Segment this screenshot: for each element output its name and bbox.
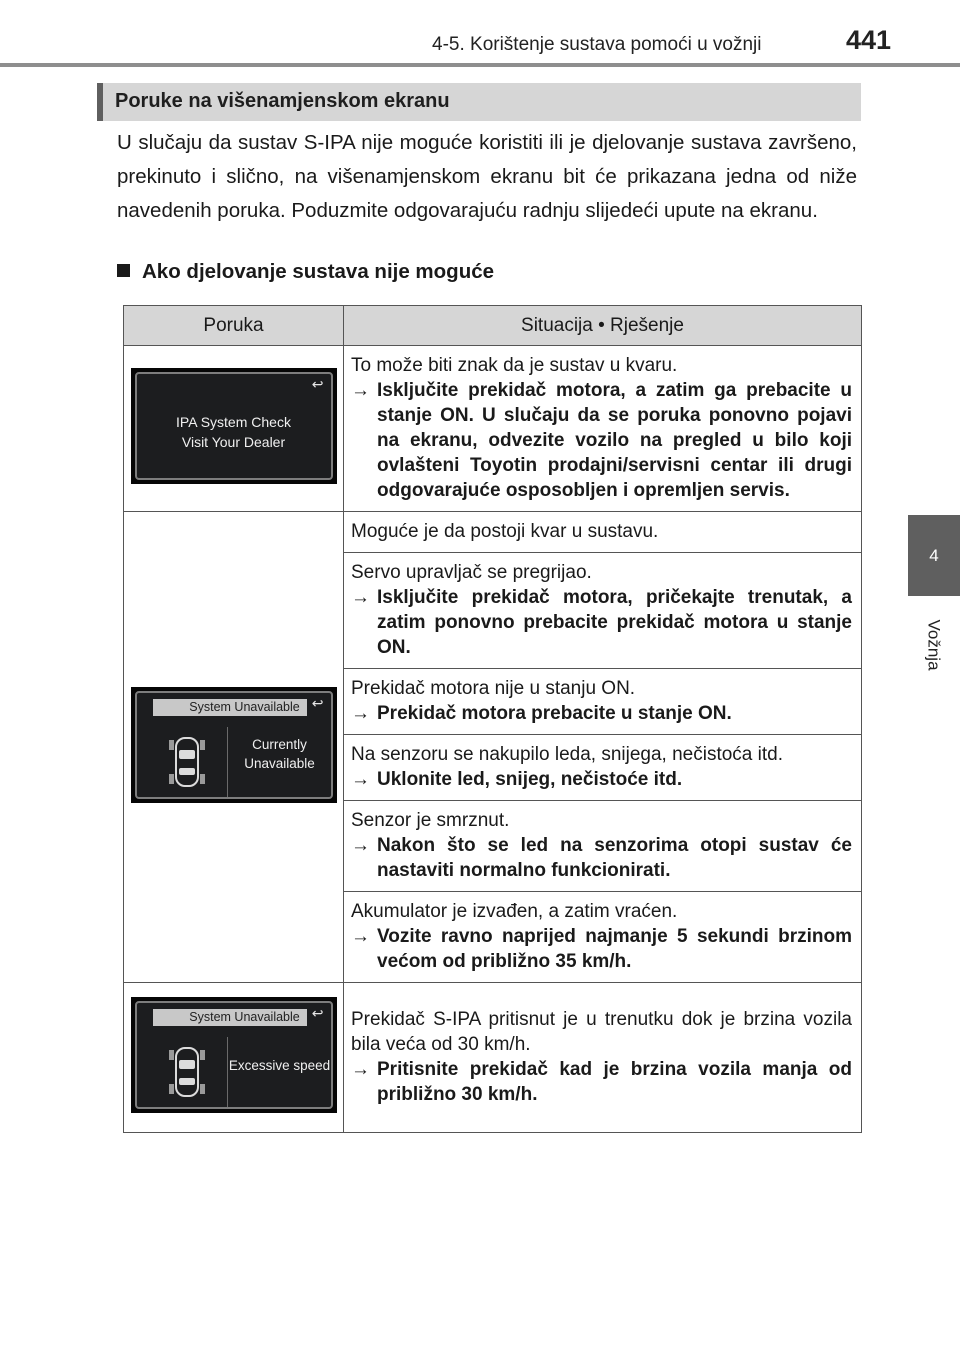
situation-text: Senzor je smrznut. bbox=[351, 810, 510, 831]
message-cell bbox=[124, 983, 344, 1133]
arrow-icon: → bbox=[351, 587, 370, 608]
back-arrow-icon: ↩ bbox=[311, 1005, 324, 1021]
screen-divider bbox=[227, 727, 228, 797]
page-header bbox=[0, 0, 960, 64]
system-unavailable-badge: System Unavailable bbox=[153, 1009, 307, 1026]
situation-cell bbox=[344, 801, 862, 892]
arrow-icon: → bbox=[351, 1059, 370, 1080]
back-arrow-icon: ↩ bbox=[311, 376, 324, 392]
solution-text: → Nakon što se led na senzorima otopi sustav će nastaviti normalno funkcionirati. bbox=[351, 835, 852, 881]
back-arrow-icon: ↩ bbox=[311, 694, 324, 711]
chapter-tab bbox=[908, 515, 960, 596]
solution-text: → Pritisnite prekidač kad je brzina vozila manja od približno 30 km/h. bbox=[351, 1059, 852, 1105]
screen-message-line2: Unavailable bbox=[244, 755, 315, 771]
screen-divider bbox=[227, 1037, 228, 1107]
header-rule bbox=[0, 63, 960, 67]
screen-message-line1: IPA System Check bbox=[176, 414, 291, 430]
situation-cell bbox=[344, 669, 862, 735]
car-top-view-icon bbox=[167, 1045, 207, 1099]
arrow-icon: → bbox=[351, 835, 370, 856]
situation-text: Akumulator je izvađen, a zatim vraćen. bbox=[351, 901, 678, 922]
situation-text: Moguće je da postoji kvar u sustavu. bbox=[351, 521, 659, 542]
situation-text: Na senzoru se nakupilo leda, snijega, nečistoća itd. bbox=[351, 744, 783, 765]
car-top-view-icon bbox=[167, 735, 207, 789]
situation-cell bbox=[344, 553, 862, 669]
system-unavailable-badge: System Unavailable bbox=[153, 699, 307, 716]
message-cell bbox=[124, 512, 344, 983]
intro-paragraph: U slučaju da sustav S-IPA nije moguće koristiti ili je djelovanje sustava završeno, prekinuto i slično, na višenamjenskom ekranu bit će prikazana jedna od niže navedenih poruka. Poduzmite odgovarajuću radnju slijedeći upute na ekranu. bbox=[117, 131, 857, 222]
situation-text: Prekidač S-IPA pritisnut je u trenutku dok je brzina vozila bila veća od 30 km/h. bbox=[351, 1009, 852, 1055]
solution-text: → Prekidač motora prebacite u stanje ON. bbox=[351, 703, 732, 724]
solution-text: → Isključite prekidač motora, pričekajte trenutak, a zatim ponovno prebacite prekidač motora u stanje ON. bbox=[351, 587, 852, 658]
screen-message-line2: Visit Your Dealer bbox=[181, 434, 286, 450]
subheading-text: Ako djelovanje sustava nije moguće bbox=[142, 260, 495, 283]
chapter-number: 4 bbox=[929, 545, 939, 565]
display-screen-currently-unavailable bbox=[131, 687, 337, 803]
message-cell bbox=[124, 346, 344, 512]
solution-text: → Uklonite led, snijeg, nečistoće itd. bbox=[351, 769, 683, 790]
situation-cell bbox=[344, 892, 862, 983]
column-header-situation: Situacija • Rješenje bbox=[344, 306, 862, 346]
column-header-message: Poruka bbox=[124, 306, 344, 346]
screen-message-line1: Currently bbox=[252, 736, 307, 752]
section-heading bbox=[97, 83, 861, 121]
chapter-label bbox=[908, 600, 960, 690]
situation-text: To može biti znak da je sustav u kvaru. bbox=[351, 355, 678, 376]
situation-text: Prekidač motora nije u stanju ON. bbox=[351, 678, 636, 699]
table-header-row bbox=[124, 306, 862, 346]
page-number: 441 bbox=[846, 25, 892, 55]
display-screen-excessive-speed bbox=[131, 997, 337, 1113]
table-row bbox=[124, 346, 862, 512]
arrow-icon: → bbox=[351, 769, 370, 790]
situation-cell bbox=[344, 346, 862, 512]
arrow-icon: → bbox=[351, 703, 370, 724]
subheading bbox=[117, 260, 494, 284]
table-row bbox=[124, 512, 862, 553]
screen-message: Excessive speed bbox=[228, 1058, 331, 1073]
table-row bbox=[124, 983, 862, 1133]
situation-cell bbox=[344, 983, 862, 1133]
situation-cell bbox=[344, 735, 862, 801]
section-heading-text: Poruke na višenamjenskom ekranu bbox=[115, 90, 450, 112]
chapter-label-text: Vožnja bbox=[924, 619, 944, 671]
messages-table bbox=[123, 305, 862, 1133]
solution-text: → Vozite ravno naprijed najmanje 5 sekundi brzinom većom od približno 35 km/h. bbox=[351, 926, 852, 972]
display-screen-system-check bbox=[131, 368, 337, 484]
situation-text: Servo upravljač se pregrijao. bbox=[351, 562, 592, 583]
situation-cell bbox=[344, 512, 862, 553]
arrow-icon: → bbox=[351, 926, 370, 947]
square-bullet-icon bbox=[117, 264, 130, 277]
arrow-icon: → bbox=[351, 380, 370, 401]
section-reference: 4-5. Korištenje sustava pomoći u vožnji bbox=[432, 34, 762, 55]
solution-text: → Isključite prekidač motora, a zatim ga prebacite u stanje ON. U slučaju da se poruka ponovno pojavi na ekranu, odvezite vozilo na pregled u bilo koji ovlašteni Toyotin prodajni/servisni centar ili drugi odgovarajuće osposobljen i opremljen servis. bbox=[351, 380, 852, 501]
